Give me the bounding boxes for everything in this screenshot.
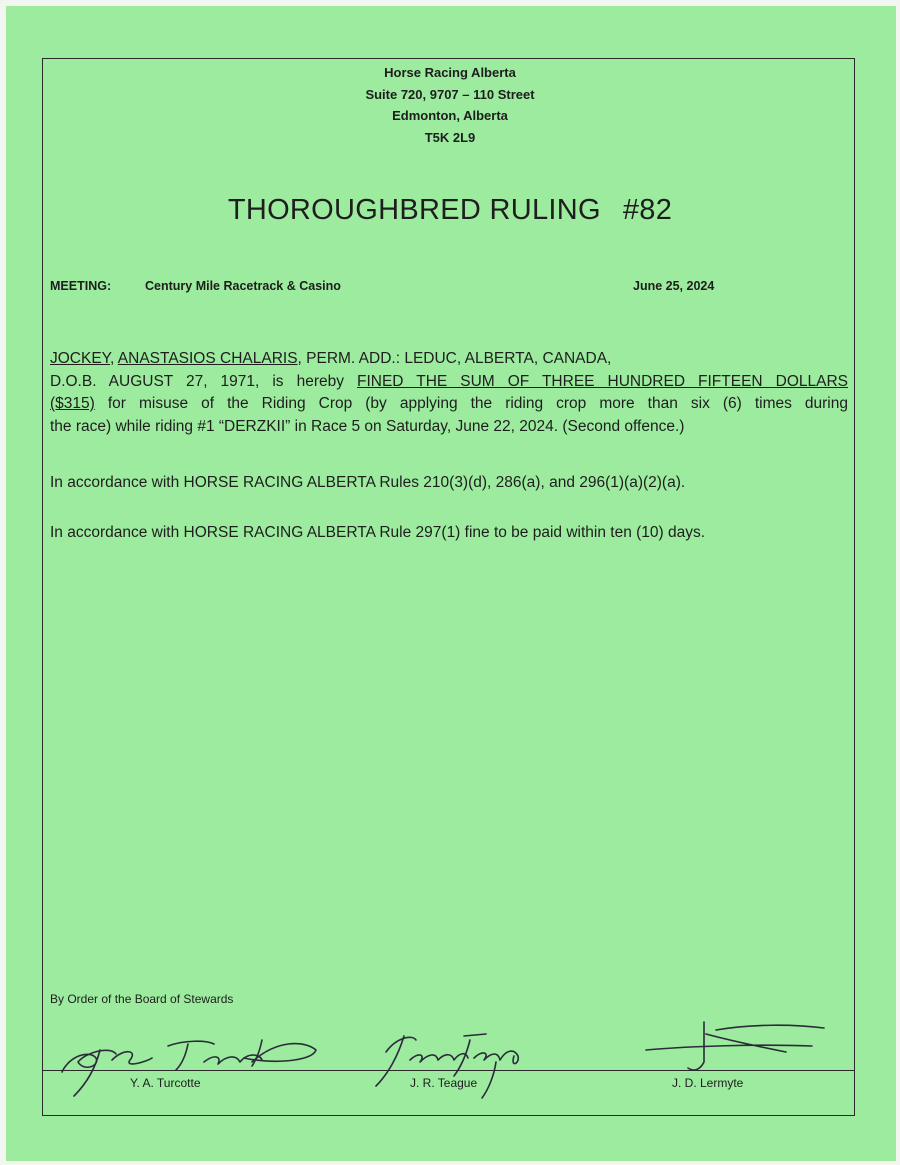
meeting-label: MEETING: <box>50 279 112 293</box>
payment-paragraph: In accordance with HORSE RACING ALBERTA Rule 297(1) fine to be paid within ten (10) days. <box>50 524 706 541</box>
rules-paragraph: In accordance with HORSE RACING ALBERTA Rules 210(3)(d), 286(a), and 296(1)(a)(2)(a). <box>50 474 686 491</box>
meeting-date: June 25, 2024 <box>633 279 715 293</box>
org-name: Horse Racing Alberta <box>384 65 516 80</box>
jockey-name: ANASTASIOS CHALARIS <box>117 350 298 367</box>
jockey-role: JOCKEY <box>50 350 111 367</box>
postal-code: T5K 2L9 <box>424 129 476 145</box>
ruling-title-text: THOROUGHBRED RULING <box>227 194 601 226</box>
steward-lermyte: J. D. Lermyte <box>672 1076 744 1090</box>
jockey-dob: D.O.B. AUGUST 27, 1971, is hereby <box>50 372 357 390</box>
offence-description: for misuse of the Riding Crop (by applying the riding crop more than six (6) times during <box>94 395 848 412</box>
meeting-venue: Century Mile Racetrack & Casino <box>145 279 341 293</box>
steward-teague: J. R. Teague <box>410 1076 478 1090</box>
fine-words: FINED THE SUM OF THREE HUNDRED FIFTEEN DOLLARS <box>356 372 848 390</box>
jockey-address: , PERM. ADD.: LEDUC, ALBERTA, CANADA, <box>297 350 612 367</box>
ruling-line-1: JOCKEY, ANASTASIOS CHALARIS, PERM. ADD.: LEDUC, ALBERTA, CANADA, <box>50 350 612 367</box>
street-address: Suite 720, 9707 – 110 Street <box>365 86 535 102</box>
steward-turcotte: Y. A. Turcotte <box>130 1076 201 1090</box>
ruling-number: #82 <box>622 194 673 226</box>
city-province: Edmonton, Alberta <box>392 108 508 123</box>
fine-amount: ($315) <box>50 395 95 412</box>
lermyte-signature <box>646 1022 824 1070</box>
ruling-line-4: the race) while riding #1 “DERZKII” in Race 5 on Saturday, June 22, 2024. (Second offence.) <box>50 417 685 435</box>
board-order: By Order of the Board of Stewards <box>50 992 234 1006</box>
